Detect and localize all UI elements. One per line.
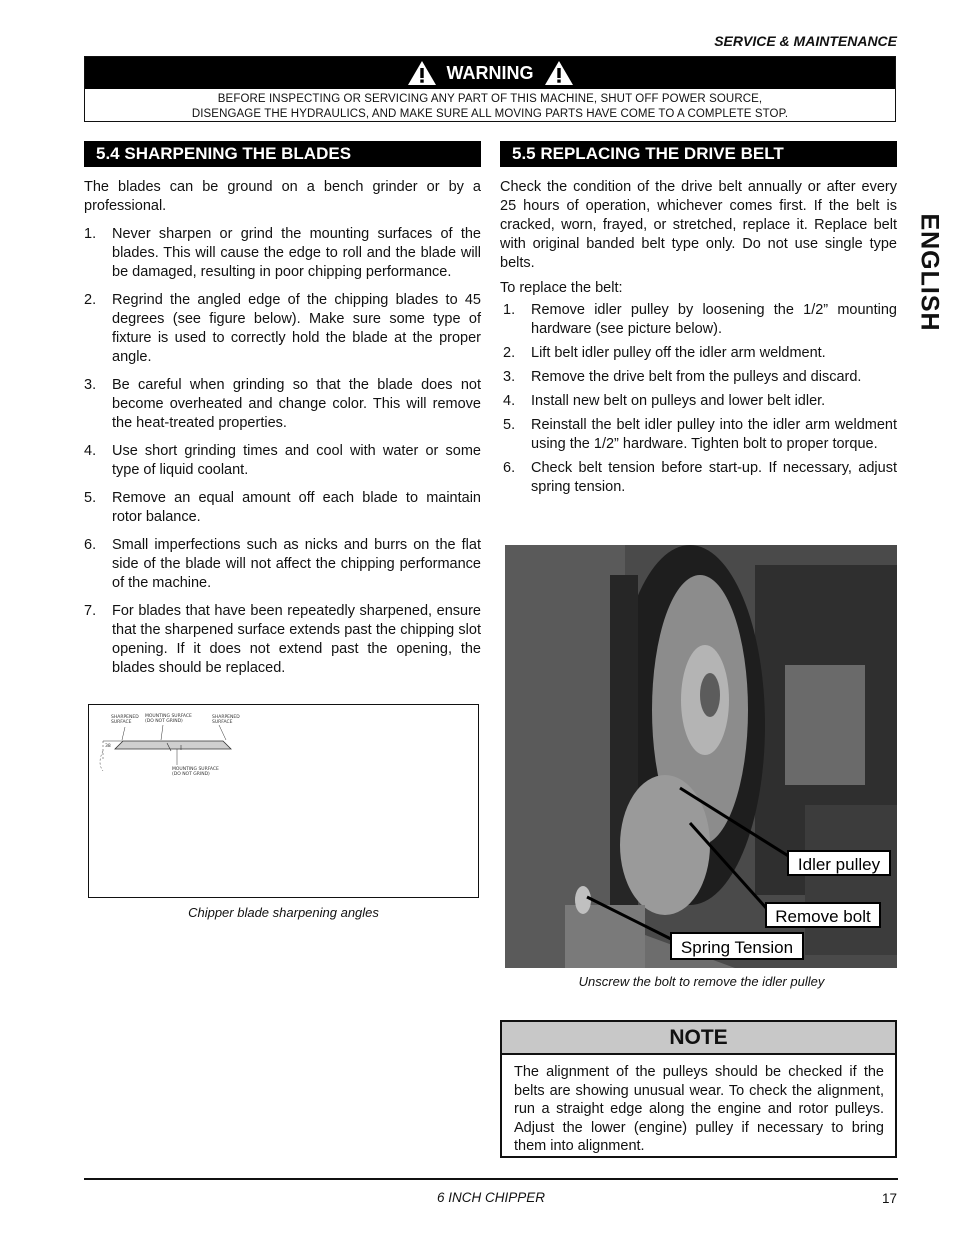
label-sharpened-left: SHARPENED (111, 715, 139, 720)
list-item: 4. Install new belt on pulleys and lower belt idler. (503, 393, 826, 409)
list-item: 1. Remove idler pulley by loosening the 1/2” mounting hardware (see picture below). (503, 302, 897, 337)
section-intro: Check the condition of the drive belt annually or after every 25 hours of operation, whichever comes first. If the belt is cracked, worn, frayed, or stretched, replace it. Replace belt with original banded belt type only. Do not use single type belts. (500, 179, 897, 271)
list-item: 1. Never sharpen or grind the mounting surfaces of the blades. This will cause the edge to roll and the blade will be damaged, resulting in poor chipping performance. (84, 226, 481, 280)
photo-caption: Unscrew the bolt to remove the idler pulley (578, 974, 825, 989)
list-item: 5. Reinstall the belt idler pulley into the idler arm weldment using the 1/2” hardware. Tighten bolt to proper torque. (503, 417, 897, 452)
note-box (500, 1020, 897, 1158)
page-number: 17 (881, 1191, 897, 1206)
warning-text (85, 89, 895, 122)
sharpening-steps-list (84, 225, 481, 678)
section-5-5 (500, 141, 897, 502)
drive-belt-photo (505, 545, 897, 968)
list-item: 5. Remove an equal amount off each blade to maintain rotor balance. (84, 490, 481, 525)
list-item: 4. Use short grinding times and cool with water or some type of liquid coolant. (84, 443, 481, 478)
section-5-4 (84, 141, 481, 687)
list-item: 6. Check belt tension before start-up. If necessary, adjust spring tension. (503, 460, 897, 495)
warning-triangle-icon (544, 60, 574, 86)
label-mounting-top: MOUNTING SURFACE (145, 714, 192, 719)
note-title: NOTE (502, 1022, 895, 1055)
warning-title: WARNING (446, 62, 534, 83)
blade-angle-figure (88, 704, 479, 898)
warning-line: DISENGAGE THE HYDRAULICS, AND MAKE SURE ALL MOVING PARTS HAVE COME TO A COMPLETE STOP. (191, 108, 789, 120)
list-item: 2. Lift belt idler pulley off the idler arm weldment. (503, 345, 826, 361)
label-sharpened-left: SURFACE (111, 720, 132, 725)
warning-line: BEFORE INSPECTING OR SERVICING ANY PART OF THIS MACHINE, SHUT OFF POWER SOURCE, (217, 93, 763, 105)
label-mounting-bottom: MOUNTING SURFACE (172, 767, 219, 772)
callout-idler-pulley: Idler pulley (797, 855, 881, 874)
callout-remove-bolt: Remove bolt (775, 907, 871, 926)
note-text: The alignment of the pulleys should be checked if the belts are showing unusual wear. To check the alignment, run a straight edge along the engine and rotor pulleys. Adjust the lower (engine) pulley if necessary to bring them into alignment. (514, 1064, 884, 1155)
warning-triangle-icon (407, 60, 437, 86)
section-heading: 5.5 REPLACING THE DRIVE BELT (500, 141, 897, 167)
belt-steps-list (500, 301, 897, 497)
language-label: ENGLISH (915, 212, 944, 332)
list-item: 3. Remove the drive belt from the pulleys and discard. (503, 369, 862, 385)
figure-caption: Chipper blade sharpening angles (188, 905, 379, 920)
section-intro: The blades can be ground on a bench grinder or by a professional. (84, 179, 481, 214)
label-mounting-top: (DO NOT GRIND) (145, 719, 183, 724)
label-sharpened-right: SHARPENED (212, 715, 240, 720)
list-item: 6. Small imperfections such as nicks and burrs on the flat side of the blade will not affect the chipping performance of the machine. (84, 537, 481, 591)
list-item: 3. Be careful when grinding so that the blade does not become overheated and change color. This will remove the heat-treated properties. (84, 377, 481, 431)
footer-title: 6 INCH CHIPPER (436, 1190, 546, 1205)
warning-bar (85, 57, 895, 89)
footer-divider (84, 1178, 898, 1180)
callout-spring-tension: Spring Tension (680, 938, 794, 957)
language-side-tab (912, 212, 946, 332)
label-mounting-bottom: (DO NOT GRIND) (172, 772, 210, 777)
section-lead: To replace the belt: (500, 280, 623, 296)
blade-diagram (89, 705, 477, 896)
list-item: 2. Regrind the angled edge of the chipping blades to 45 degrees (see figure below). Make sure some type of fixture is used to correctly hold the blade at the proper angle. (84, 292, 481, 365)
section-heading: 5.4 SHARPENING THE BLADES (84, 141, 481, 167)
label-angle: 38 (105, 744, 111, 749)
label-sharpened-right: SURFACE (212, 720, 233, 725)
warning-box (84, 56, 896, 122)
list-item: 7. For blades that have been repeatedly sharpened, ensure that the sharpened surface extends past the chipping slot opening. If it does not extend past the opening, the blades should be replaced. (84, 603, 481, 676)
header-section-title: SERVICE & MAINTENANCE (714, 33, 897, 49)
drive-belt-photo-illustration (505, 545, 897, 968)
